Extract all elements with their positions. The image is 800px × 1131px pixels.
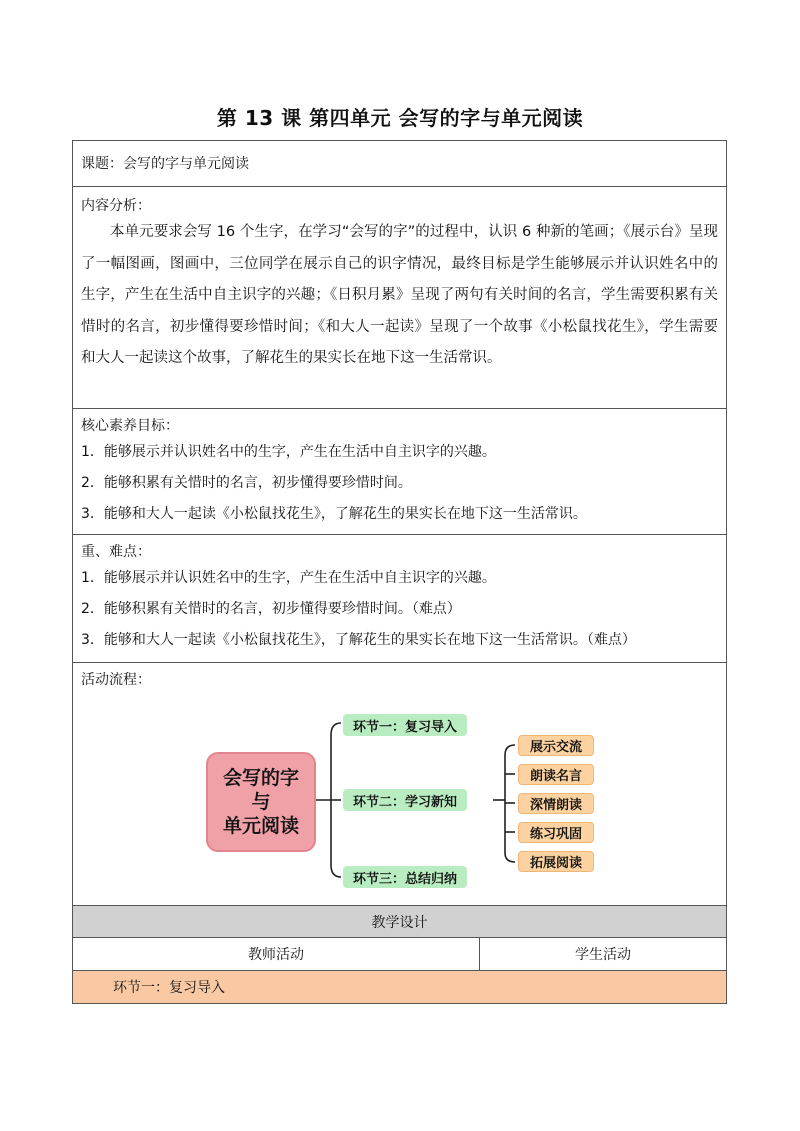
- stage-node-1: 环节一：复习导入: [343, 714, 467, 736]
- substep-node: 拓展阅读: [518, 851, 594, 872]
- core-goals-row: [73, 409, 726, 535]
- goal-item: 2．能够积累有关惜时的名言，初步懂得要珍惜时间。: [81, 475, 412, 491]
- teaching-design-header: 教学设计: [73, 906, 726, 938]
- page-title: 第 13 课 第四单元 会写的字与单元阅读: [216, 106, 584, 130]
- goal-item: 1．能够展示并认识姓名中的生字，产生在生活中自主识字的兴趣。: [81, 444, 496, 460]
- key-point-item: 2．能够积累有关惜时的名言，初步懂得要珍惜时间。（难点）: [81, 601, 461, 617]
- content-line: 地下这一生活常识。: [371, 350, 502, 366]
- lesson-plan-table: [72, 140, 727, 1004]
- key-point-item: 3．能够和大人一起读《小松鼠找花生》，了解花生的果实长在地下这一生活常识。（难点）: [81, 632, 636, 648]
- center-line: 与: [251, 791, 271, 813]
- key-point-item: 1．能够展示并认识姓名中的生字，产生在生活中自主识字的兴趣。: [81, 570, 496, 586]
- content-line: 示台》呈现了一幅图画，图画中，三位同学在展示自己的识字情况，最终目标是学生能够: [81, 224, 718, 272]
- activity-flow-label: 活动流程：: [81, 672, 151, 688]
- flow-center-node: [206, 752, 316, 852]
- stage-node-3: 环节三：总结归纳: [343, 866, 467, 888]
- substep-node: 展示交流: [518, 735, 594, 756]
- content-analysis-label: 内容分析：: [81, 198, 151, 214]
- content-analysis-paragraph: [73, 217, 726, 375]
- goal-item: 3．能够和大人一起读《小松鼠找花生》，了解花生的果实长在地下这一生活常识。: [81, 506, 587, 522]
- activity-flow-row: [73, 663, 726, 906]
- key-points-row: [73, 535, 726, 663]
- content-line: 时间的名言，学生需要积累有关惜时的名言，初步懂得要珍惜时间；《和大人一起读》呈: [81, 287, 718, 335]
- topic-row: [73, 141, 726, 187]
- content-line: 本单元要求会写 16 个生字，在学习“会写的字”的过程中，认识 6 种新的笔画；《展: [110, 224, 646, 240]
- substep-node: 朗读名言: [518, 764, 594, 785]
- stage-node-2: 环节二：学习新知: [343, 789, 467, 811]
- content-analysis-row: [73, 187, 726, 409]
- topic-text: 课题：会写的字与单元阅读: [81, 155, 249, 172]
- content-line: 现了一个故事《小松鼠找花生》，学生需要和大人一起读这个故事，了解花生的果实长在: [81, 318, 719, 366]
- key-points-label: 重、难点：: [81, 544, 151, 560]
- stage1-row: 环节一：复习导入: [73, 971, 726, 1003]
- center-line: 会写的字: [222, 767, 299, 789]
- center-line: 单元阅读: [222, 815, 299, 837]
- substep-node: 练习巩固: [518, 822, 594, 843]
- student-activity-header: 学生活动: [575, 947, 631, 963]
- activity-columns-row: [73, 938, 726, 971]
- content-line: 展示并认识姓名中的生字，产生在生活中自主识字的兴趣；《日积月累》呈现了两句有关: [81, 255, 719, 303]
- core-goals-label: 核心素养目标：: [81, 418, 179, 434]
- substep-node: 深情朗读: [518, 793, 594, 814]
- teacher-activity-header: 教师活动: [73, 938, 480, 970]
